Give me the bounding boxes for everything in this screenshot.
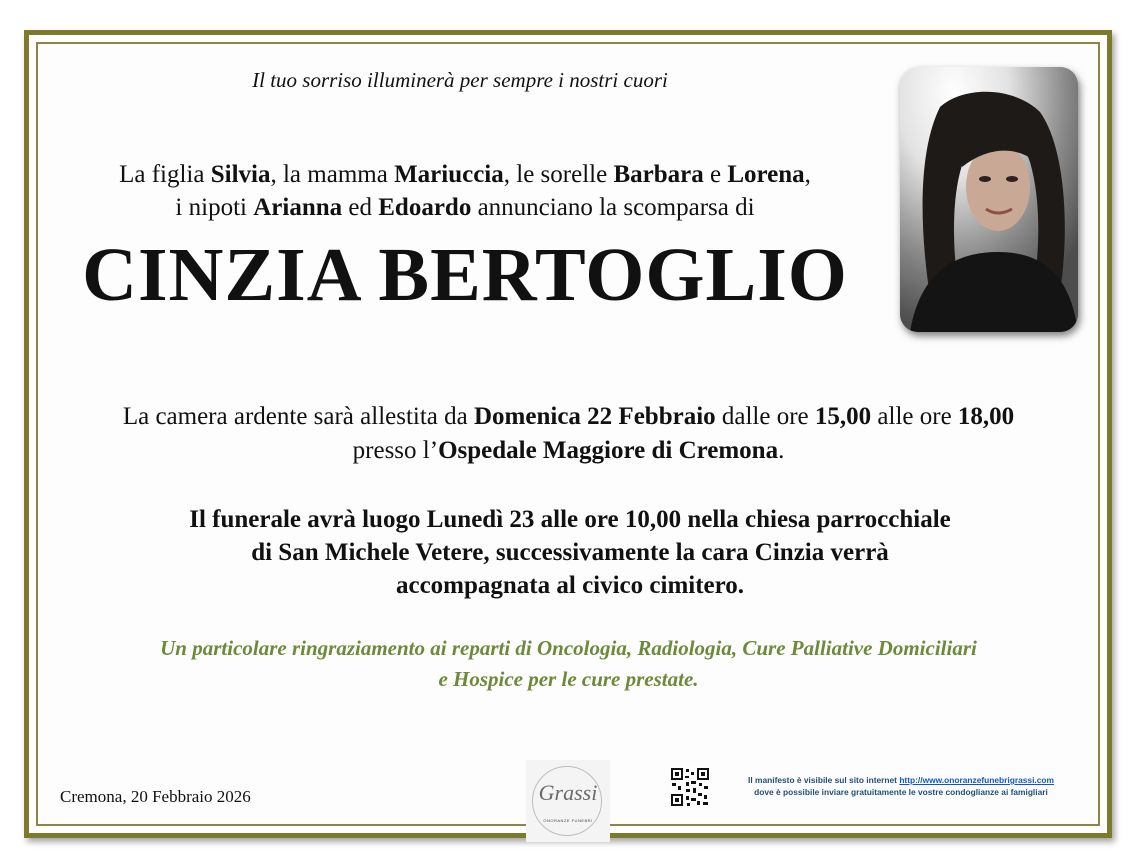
text-segment: La figlia bbox=[119, 161, 211, 188]
qr-code-icon[interactable] bbox=[670, 767, 710, 807]
viewing-line-2 bbox=[40, 434, 1097, 468]
text-segment: i nipoti bbox=[175, 194, 254, 221]
announcement bbox=[60, 158, 870, 224]
funeral-line-3: accompagnata al civico cimitero. bbox=[395, 572, 745, 599]
bold-text: Edoardo bbox=[378, 194, 472, 221]
bold-text: Ospedale Maggiore di Cremona bbox=[438, 437, 779, 464]
text-segment: presso l’ bbox=[352, 437, 439, 464]
announcement-line-2 bbox=[60, 191, 870, 224]
bold-text: Arianna bbox=[253, 194, 343, 221]
portrait-photo bbox=[900, 67, 1078, 332]
text-segment: , bbox=[804, 161, 811, 188]
bold-text: Barbara bbox=[613, 161, 704, 188]
grassi-logo bbox=[526, 760, 610, 842]
place-date: Cremona, 20 Febbraio 2026 bbox=[60, 787, 251, 806]
logo-subtitle: ONORANZE FUNEBRI bbox=[543, 818, 593, 823]
bold-text: 18,00 bbox=[957, 403, 1015, 430]
text-segment: ed bbox=[342, 194, 379, 221]
qr-code-graphic bbox=[670, 767, 710, 807]
thanks-line-2: e Hospice per le cure prestate. bbox=[438, 667, 699, 691]
announcement-line-1 bbox=[60, 158, 870, 191]
thanks-line-1: Un particolare ringraziamento ai reparti di Oncologia, Radiologia, Cure Palliative Domiciliari bbox=[160, 636, 977, 660]
text-segment: . bbox=[778, 437, 785, 464]
web-note-line-2: dove è possibile inviare gratuitamente le vostre condoglianze ai famigliari bbox=[754, 787, 1048, 797]
bold-text: Domenica 22 Febbraio bbox=[474, 403, 716, 430]
viewing-info bbox=[40, 400, 1097, 468]
text-segment: , le sorelle bbox=[503, 161, 614, 188]
text-segment: e bbox=[703, 161, 728, 188]
text-segment: , la mamma bbox=[270, 161, 395, 188]
bold-text: Lorena bbox=[727, 161, 805, 188]
website-link[interactable]: http://www.onoranzefunebrigrassi.com bbox=[899, 775, 1054, 785]
text-segment: dalle ore bbox=[715, 403, 815, 430]
funeral-line-1: Il funerale avrà luogo Lunedì 23 alle ore 10,00 nella chiesa parrocchiale bbox=[189, 506, 951, 533]
text-segment: alle ore bbox=[871, 403, 958, 430]
funeral-line-2: di San Michele Vetere, successivamente la cara Cinzia verrà bbox=[251, 539, 889, 566]
logo-word: Grassi bbox=[538, 780, 598, 805]
funeral-info bbox=[90, 503, 1050, 602]
web-note-prefix: Il manifesto è visibile sul sito internet bbox=[748, 775, 900, 785]
text-segment: annunciano la scomparsa di bbox=[471, 194, 755, 221]
text-segment: La camera ardente sarà allestita da bbox=[122, 403, 474, 430]
deceased-name: CINZIA BERTOGLIO bbox=[82, 233, 848, 317]
motto: Il tuo sorriso illuminerà per sempre i nostri cuori bbox=[252, 68, 668, 92]
viewing-line-1 bbox=[40, 400, 1097, 434]
portrait-drawing bbox=[900, 67, 1078, 332]
web-note-line-1 bbox=[715, 774, 1087, 786]
bold-text: Silvia bbox=[210, 161, 271, 188]
thanks-note bbox=[60, 633, 1077, 695]
bold-text: Mariuccia bbox=[394, 161, 504, 188]
web-note bbox=[715, 774, 1087, 798]
bold-text: 15,00 bbox=[814, 403, 872, 430]
